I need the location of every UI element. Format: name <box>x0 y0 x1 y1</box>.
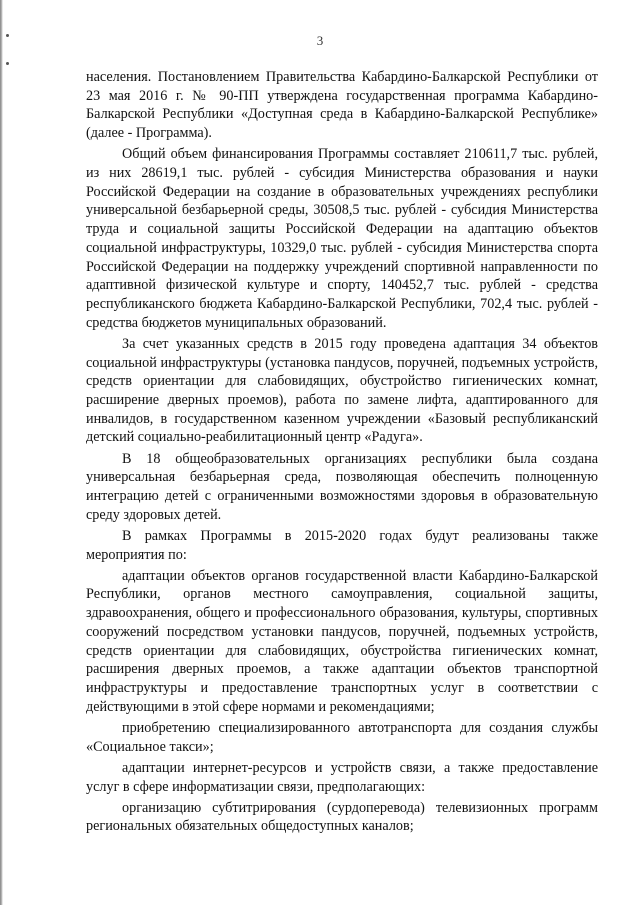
paragraph: За счет указанных средств в 2015 году проведена адаптация 34 объектов социальной инфраструктуры (установка пандусов, поручней, подъемных устройств, средств ориентации для слабовидящих, обустройство гигиенических комнат, расширение дверных проемов), работа по замене лифта, адаптированного для инвалидов, в государственном казенном учреждении «Базовый республиканский детский социально-реабилитационный центр «Радуга». <box>86 335 598 446</box>
paragraph: организацию субтитрирования (сурдоперевода) телевизионных программ региональных обязательных общедоступных каналов; <box>86 799 598 835</box>
paragraph: В 18 общеобразовательных организациях республики была создана универсальная безбарьерная среда, позволяющая обеспечить полноценную интеграцию детей с ограниченными возможностями здоровья в образовательную среду здоровых детей. <box>86 450 598 523</box>
page-number: 3 <box>316 33 324 48</box>
paragraph: населения. Постановлением Правительства Кабардино-Балкарской Республики от 23 мая 2016 г. № 90-ПП утверждена государственная программа Кабардино-Балкарской Республики «Доступная среда в Кабардино-Балкарской Республике» (далее - Программа). <box>86 69 598 142</box>
paragraph: приобретению специализированного автотранспорта для создания службы «Социальное такси»; <box>86 719 598 755</box>
paragraph: адаптации интернет-ресурсов и устройств связи, а также предоставление услуг в сфере информатизации связи, предполагающих: <box>86 759 598 795</box>
document-body <box>86 68 598 839</box>
paragraph: адаптации объектов органов государственной власти Кабардино-Балкарской Республики, органов местного самоуправления, социальной защиты, здравоохранения, общего и профессионального образования, культуры, спортивных сооружений посредством установки пандусов, поручней, подъемных устройств, средств ориентации для слабовидящих, обустройства гигиенических комнат, расширения дверных проемов, а также адаптации объектов транспортной инфраструктуры и предоставление транспортных услуг в соответствии с действующими в этой сфере нормами и рекомендациями; <box>86 567 598 715</box>
paragraph: В рамках Программы в 2015-2020 годах будут реализованы также мероприятия по: <box>86 527 598 563</box>
paragraph: Общий объем финансирования Программы составляет 210611,7 тыс. рублей, из них 28619,1 тыс. рублей - субсидия Министерства образования и науки Российской Федерации на создание в образовательных учреждениях республики универсальной безбарьерной среды, 30508,5 тыс. рублей - субсидия Министерства труда и социальной защиты Российской Федерации на адаптацию объектов социальной инфраструктуры, 10329,0 тыс. рублей - субсидия Министерства спорта Российской Федерации на поддержку учреждений спортивной направленности по адаптивной физической культуре и спорту, 140452,7 тыс. рублей - средства республиканского бюджета Кабардино-Балкарской Республики, 702,4 тыс. рублей - средства бюджетов муниципальных образований. <box>86 146 598 331</box>
scan-artifact-dot <box>6 62 9 65</box>
